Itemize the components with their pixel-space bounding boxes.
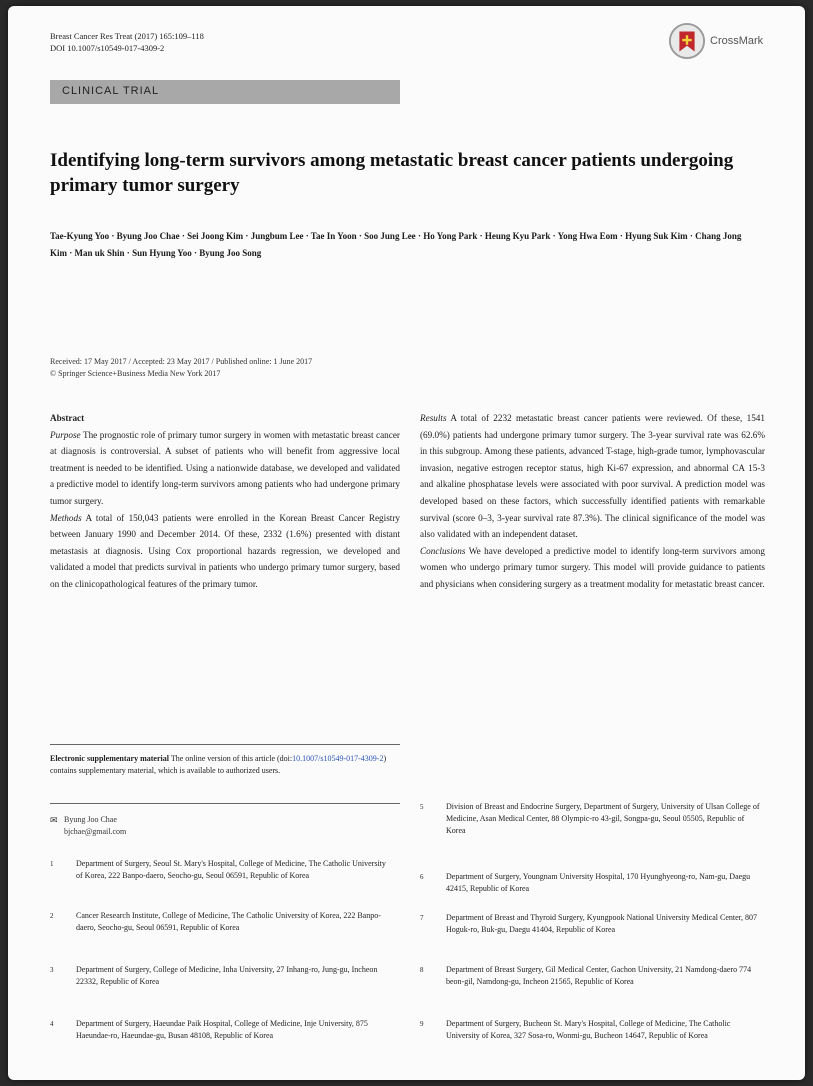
affiliation-number: 9 [420,1020,424,1028]
abstract-column-right [420,410,765,593]
affiliation-text: Department of Surgery, Bucheon St. Mary's Hospital, College of Medicine, The Catholic University of Korea, 327 Sosa-ro, Wonmi-gu, Bucheon 14647, Republic of Korea [446,1019,731,1040]
affiliation-text: Department of Surgery, College of Medicine, Inha University, 27 Inhang-ro, Jung-gu, Incheon 22332, Republic of Korea [76,965,378,986]
section-banner-label: CLINICAL TRIAL [62,85,160,97]
results-label: Results [420,413,447,423]
abstract-methods [50,510,400,593]
methods-label: Methods [50,512,82,523]
author-separator: · [243,231,251,241]
affiliation-number: 3 [50,966,54,974]
affiliation-number: 7 [420,914,424,922]
author-name[interactable]: Heung Kyu Park [484,231,551,241]
conclusions-text: We have developed a predictive model to identify long-term survivors among women who undergo primary tumor surgery. This model will provide guidance to patients and physicians when considering surgery as a treatment modality for metastatic breast cancer. [420,545,765,589]
author-name[interactable]: Tae In Yoon [310,231,357,241]
corresponding-author: Byung Joo Chae [64,815,117,824]
author-name[interactable]: Byung Joo Chae [116,231,180,241]
journal-citation [50,30,204,54]
abstract-conclusions [420,543,765,593]
author-separator: · [550,231,558,241]
author-name[interactable]: Man uk Shin [74,248,125,258]
author-name[interactable]: Ho Yong Park [423,231,478,241]
supplementary-note [50,753,400,777]
footnote-divider [50,744,400,745]
affiliation-text: Department of Breast and Thyroid Surgery, Kyungpook National University Medical Center, 807 Hoguk-ro, Buk-gu, Daegu 41404, Republic of Korea [446,913,758,934]
affiliation-number: 2 [50,912,54,920]
author-name[interactable]: Tae-Kyung Yoo [50,231,110,241]
esm-text-b: ) contains supplementary material, which is available to authorized users. [50,754,387,775]
affiliation-number: 5 [420,803,424,811]
author-separator: · [415,231,424,241]
author-separator: · [67,248,75,258]
author-separator: · [303,231,311,241]
crossmark-icon [668,22,706,60]
abstract-column-left [50,410,400,593]
author-separator: · [124,248,133,258]
correspondence [50,814,400,838]
esm-doi-link[interactable]: 10.1007/s10549-017-4309-2 [292,754,384,763]
affiliation-number: 8 [420,966,424,974]
affiliation-text: Department of Surgery, Haeundae Paik Hospital, College of Medicine, Inje University, 875 Haeundae-ro, Haeundae-gu, Busan 48108, Republic of Korea [76,1019,368,1040]
author-name[interactable]: Chang Jong Kim [50,231,742,258]
author-name[interactable]: Soo Jung Lee [364,231,416,241]
footnote-divider [50,803,400,804]
abstract-results [420,410,765,543]
author-separator: · [191,248,200,258]
author-name[interactable]: Sun Hyung Yoo [132,248,192,258]
author-separator: · [179,231,188,241]
affiliation-text: Department of Surgery, Seoul St. Mary's Hospital, College of Medicine, The Catholic University of Korea, 222 Banpo-daero, Seocho-gu, Seoul 06591, Republic of Korea [76,859,386,880]
purpose-label: Purpose [50,429,81,440]
affiliation-text: Cancer Research Institute, College of Medicine, The Catholic University of Korea, 222 Banpo-daero, Seocho-gu, Seoul 06591, Republic of Korea [76,911,381,932]
crossmark-label: CrossMark [710,35,764,47]
journal-line: Breast Cancer Res Treat (2017) 165:109–118 [50,31,204,41]
author-name[interactable]: Hyung Suk Kim [625,231,688,241]
affiliation-number: 4 [50,1020,54,1028]
author-separator: · [109,231,117,241]
corresponding-email[interactable]: bjchae@gmail.com [64,827,127,836]
affiliation-number: 6 [420,873,424,881]
affiliation-number: 1 [50,860,54,868]
publication-dates [50,356,750,380]
article-title: Identifying long-term survivors among metastatic breast cancer patients undergoing primary tumor surgery [50,150,734,196]
abstract-heading: Abstract [50,413,85,423]
author-separator: · [617,231,626,241]
methods-text: A total of 150,043 patients were enrolled in the Korean Breast Cancer Registry between January 1990 and December 2014. Of these, 2332 (1.6%) presented with distant metastasis at diagnosis. Using Cox proportional hazards regression, we developed and validated a model that predicts survival in patients who undergo primary tumor surgery, based on the clinicopathological features of the primary tumor. [50,512,400,589]
author-list [50,228,750,262]
abstract-purpose [50,427,400,510]
crossmark-badge[interactable] [668,22,796,66]
doi-line: DOI 10.1007/s10549-017-4309-2 [50,43,165,53]
author-name[interactable]: Sei Joong Kim [187,231,244,241]
results-text: A total of 2232 metastatic breast cancer patients were reviewed. Of these, 1541 (69.0%) patients had undergone primary tumor surgery. The 3-year survival rate was 62.6% in this subgroup. Among these patients, advanced T-stage, high-grade tumor, lymphovascular invasion, negative estrogen receptor status, high Ki-67 expression, and abnormal CA 15-3 and alkaline phosphatase levels were associated with poor survival. A prediction model was developed based on these factors, which successfully identified patients with remarkable survival (score 0–3, 3-year survival rate 87.3%). The clinical significance of the model was also validated with an independent dataset. [420,413,765,540]
conclusions-label: Conclusions [420,545,466,556]
author-name[interactable]: Yong Hwa Eom [557,231,618,241]
esm-text-a: The online version of this article (doi: [170,754,293,763]
affiliation-text: Department of Surgery, Youngnam University Hospital, 170 Hyunghyeong-ro, Nam-gu, Daegu 42415, Republic of Korea [446,872,751,893]
author-name[interactable]: Jungbum Lee [250,231,304,241]
affiliation-text: Division of Breast and Endocrine Surgery, Department of Surgery, University of Ulsan College of Medicine, Asan Medical Center, 88 Olympic-ro 43-gil, Songpa-gu, Seoul 05505, Republic of Korea [446,802,760,835]
author-separator: · [687,231,696,241]
history-line: Received: 17 May 2017 / Accepted: 23 May 2017 / Published online: 1 June 2017 [50,357,313,366]
section-banner [50,80,400,104]
purpose-text: The prognostic role of primary tumor surgery in women with metastatic breast cancer at diagnosis is controversial. A subset of patients who will benefit from aggressive local treatment is needed to be identified. Using a nationwide database, we developed and validated a predictive model to identify long-term survivors among patients who had undergone primary tumor surgery. [50,429,400,506]
author-name[interactable]: Byung Joo Song [199,248,262,258]
affiliation-text: Department of Breast Surgery, Gil Medical Center, Gachon University, 21 Namdong-daero 774 beon-gil, Namdong-gu, Incheon 21565, Republic of Korea [446,965,752,986]
esm-label: Electronic supplementary material [50,754,169,763]
paper-page [8,6,805,1080]
author-separator: · [356,231,365,241]
envelope-icon: ✉ [50,815,58,825]
copyright-line: © Springer Science+Business Media New York 2017 [50,369,221,378]
author-separator: · [477,231,485,241]
